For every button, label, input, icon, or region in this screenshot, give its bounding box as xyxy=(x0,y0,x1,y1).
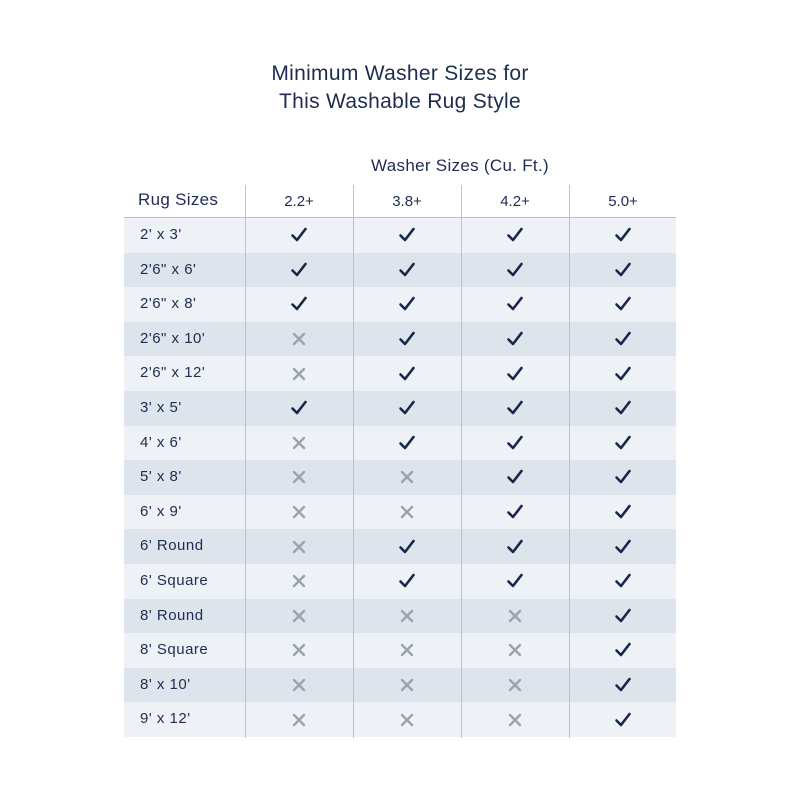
check-icon xyxy=(569,702,677,737)
check-icon xyxy=(569,460,677,495)
rug-size-label: 2'6" x 10' xyxy=(140,329,206,347)
check-icon xyxy=(569,426,677,461)
check-icon xyxy=(245,287,353,322)
cross-icon xyxy=(245,356,353,391)
check-icon xyxy=(569,356,677,391)
table-row xyxy=(124,287,676,322)
check-icon xyxy=(461,322,569,357)
table-row xyxy=(124,253,676,288)
rug-size-label: 6' Square xyxy=(140,572,209,589)
rug-size-label: 8' Square xyxy=(140,641,209,659)
check-icon xyxy=(461,218,569,253)
check-icon xyxy=(245,391,353,426)
rug-size-label: 2'6" x 6' xyxy=(140,260,197,278)
rug-size-label: 9' x 12' xyxy=(140,710,191,728)
table-row xyxy=(124,322,676,357)
cross-icon xyxy=(461,599,569,634)
check-icon xyxy=(569,218,677,253)
cross-icon xyxy=(245,668,353,703)
cross-icon xyxy=(461,702,569,737)
rug-size-label: 8' Round xyxy=(140,606,204,624)
chart-title xyxy=(0,60,800,116)
chart-title-line-2: This Washable Rug Style xyxy=(279,90,521,113)
check-icon xyxy=(461,356,569,391)
check-icon xyxy=(353,564,461,599)
check-icon xyxy=(353,322,461,357)
column-divider xyxy=(245,185,246,738)
rug-size-label: 2' x 3' xyxy=(140,226,182,243)
column-divider xyxy=(353,185,354,738)
table-row xyxy=(124,633,676,668)
washer-sizes-header: Washer Sizes (Cu. Ft.) xyxy=(371,156,549,175)
check-icon xyxy=(569,599,677,634)
check-icon xyxy=(569,564,677,599)
cross-icon xyxy=(353,599,461,634)
check-icon xyxy=(461,460,569,495)
rug-size-label: 6' Round xyxy=(140,537,204,555)
column-divider xyxy=(461,185,462,738)
check-icon xyxy=(353,529,461,564)
check-icon xyxy=(569,322,677,357)
check-icon xyxy=(461,495,569,530)
column-header-3: 5.0+ xyxy=(608,193,638,210)
check-icon xyxy=(461,287,569,322)
check-icon xyxy=(245,218,353,253)
table-row xyxy=(124,529,676,564)
cross-icon xyxy=(353,495,461,530)
rug-size-label: 8' x 10' xyxy=(140,675,191,693)
check-icon xyxy=(353,218,461,253)
table-row xyxy=(124,218,676,253)
table-row xyxy=(124,702,676,737)
rug-size-label: 2'6" x 12' xyxy=(140,364,206,382)
cross-icon xyxy=(461,633,569,668)
check-icon xyxy=(569,287,677,322)
cross-icon xyxy=(245,495,353,530)
check-icon xyxy=(353,287,461,322)
check-icon xyxy=(569,668,677,703)
column-header-1: 3.8+ xyxy=(392,193,422,210)
cross-icon xyxy=(245,633,353,668)
cross-icon xyxy=(245,599,353,634)
rug-sizes-header: Rug Sizes xyxy=(138,190,219,209)
rug-size-label: 6' x 9' xyxy=(140,502,182,520)
rug-size-label: 4' x 6' xyxy=(140,433,182,451)
column-header-0: 2.2+ xyxy=(284,193,314,210)
cross-icon xyxy=(245,564,353,599)
check-icon xyxy=(569,391,677,426)
cross-icon xyxy=(461,668,569,703)
cross-icon xyxy=(245,322,353,357)
table-row xyxy=(124,564,676,599)
check-icon xyxy=(461,529,569,564)
cross-icon xyxy=(353,633,461,668)
check-icon xyxy=(569,253,677,288)
check-icon xyxy=(569,495,677,530)
rug-size-label: 5' x 8' xyxy=(140,468,182,486)
check-icon xyxy=(461,253,569,288)
cross-icon xyxy=(245,529,353,564)
rug-size-label: 2'6" x 8' xyxy=(140,295,197,313)
check-icon xyxy=(353,426,461,461)
table-row xyxy=(124,356,676,391)
check-icon xyxy=(569,529,677,564)
cross-icon xyxy=(353,668,461,703)
table-row xyxy=(124,495,676,530)
check-icon xyxy=(353,253,461,288)
check-icon xyxy=(461,564,569,599)
cross-icon xyxy=(245,702,353,737)
cross-icon xyxy=(353,460,461,495)
cross-icon xyxy=(353,702,461,737)
check-icon xyxy=(245,253,353,288)
cross-icon xyxy=(245,426,353,461)
table-row xyxy=(124,599,676,634)
check-icon xyxy=(353,391,461,426)
table-row xyxy=(124,460,676,495)
check-icon xyxy=(461,391,569,426)
column-divider xyxy=(569,185,570,738)
cross-icon xyxy=(245,460,353,495)
check-icon xyxy=(461,426,569,461)
check-icon xyxy=(353,356,461,391)
rug-size-label: 3' x 5' xyxy=(140,399,182,416)
header-divider xyxy=(124,217,676,218)
check-icon xyxy=(569,633,677,668)
column-header-2: 4.2+ xyxy=(500,193,530,210)
table-row xyxy=(124,391,676,426)
table-row xyxy=(124,668,676,703)
chart-title-line-1: Minimum Washer Sizes for xyxy=(271,62,529,85)
table-row xyxy=(124,426,676,461)
